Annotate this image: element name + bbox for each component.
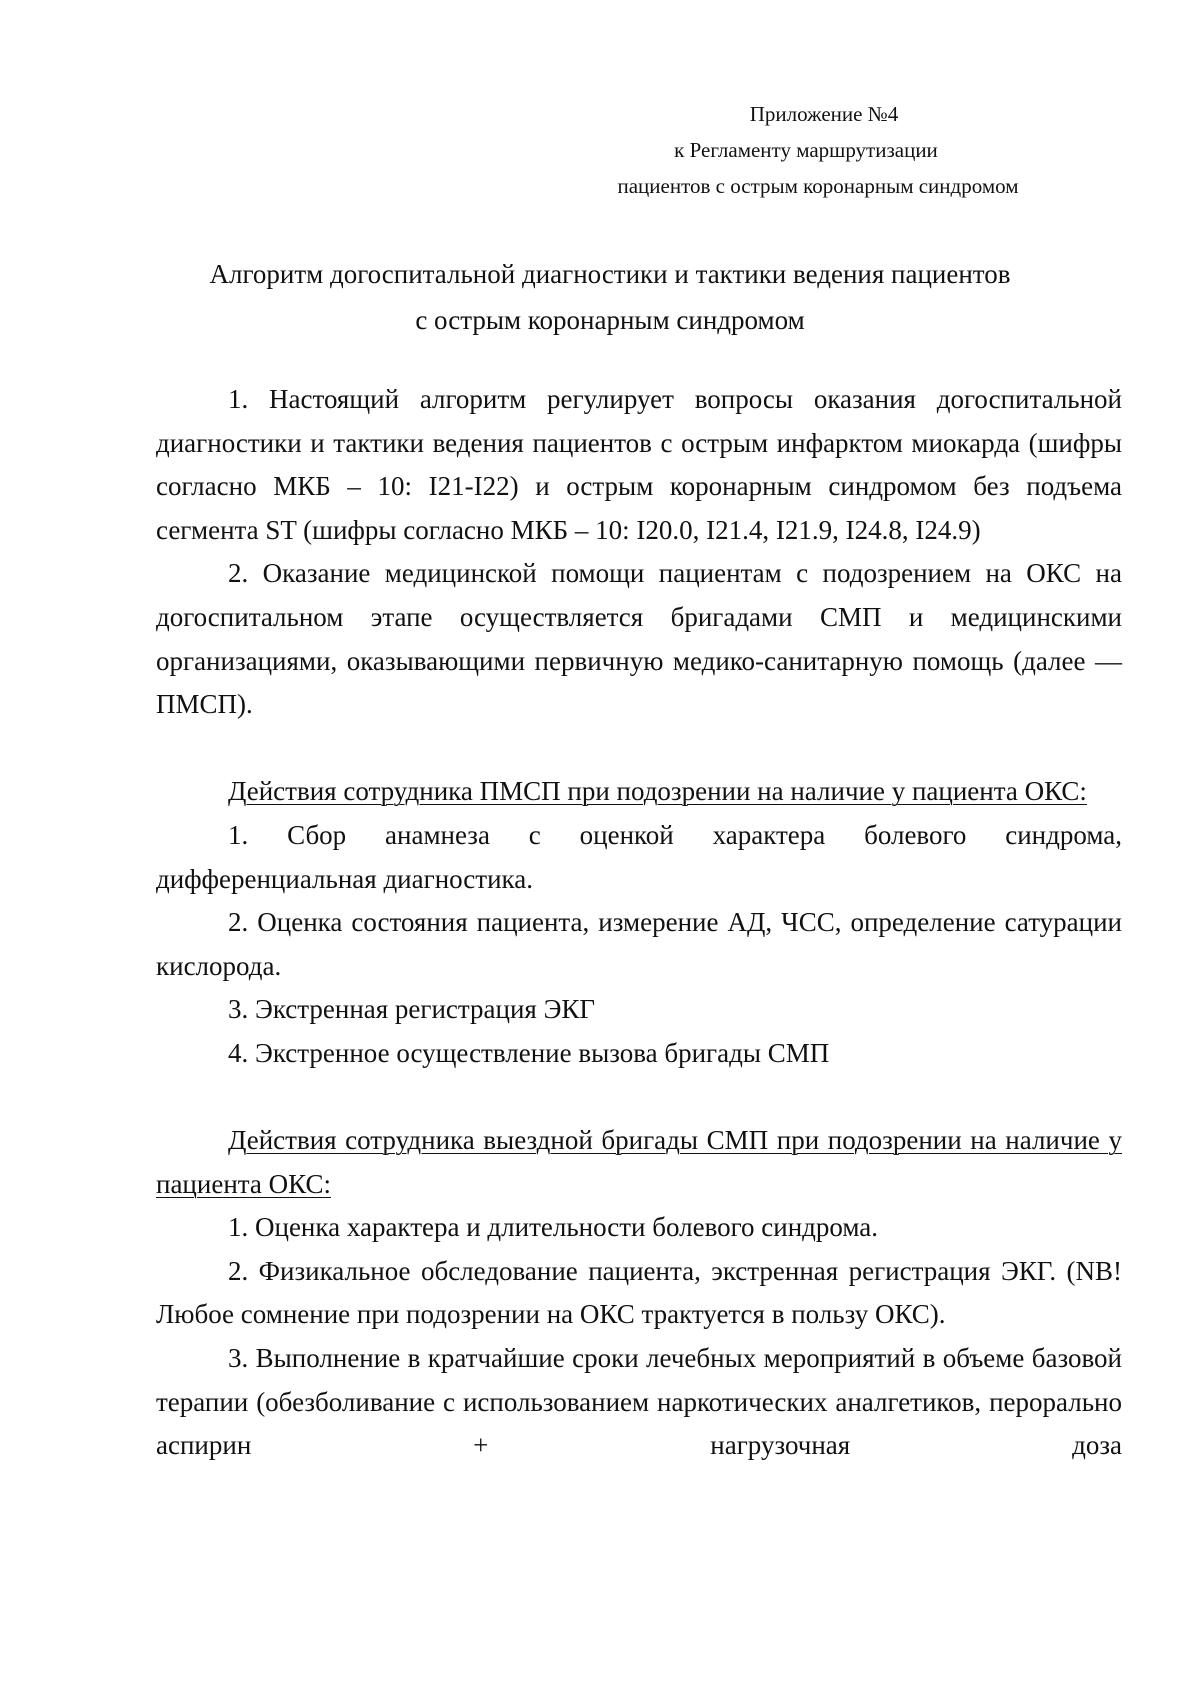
annex-subject: пациентов с острым коронарным синдромом <box>617 174 1019 198</box>
pmsp-step-2: 2. Оценка состояния пациента, измерение АД, ЧСС, определение сатурации кислорода. <box>156 907 1122 981</box>
annex-reference: к Регламенту маршрутизации <box>674 138 938 162</box>
intro-paragraph-1: 1. Настоящий алгоритм регулирует вопросы оказания догоспитальной диагностики и тактики ведения пациентов с острым инфарктом миокарда (шифры согласно МКБ – 10: I21-I22) и острым коронарным синдромом без подъема сегмента ST (шифры согласно МКБ – 10: I20.0, I21.4, I21.9, I24.8, I24.9) <box>156 384 1122 545</box>
smp-step-3: 3. Выполнение в кратчайшие сроки лечебных мероприятий в объеме базовой терапии (обезболивание с использованием наркотических аналгетиков, перорально аспирин + нагрузочная доза <box>156 1343 1122 1461</box>
annex-number: Приложение №4 <box>749 102 899 126</box>
pmsp-step-4: 4. Экстренное осуществление вызова бригады СМП <box>228 1037 830 1068</box>
document-title <box>150 251 1070 343</box>
annex-header <box>526 96 1086 204</box>
intro-paragraph-2: 2. Оказание медицинской помощи пациентам с подозрением на ОКС на догоспитальном этапе осуществляется бригадами СМП и медицинскими организациями, оказывающими первичную медико-санитарную помощь (далее — ПМСП). <box>156 558 1122 720</box>
smp-step-2: 2. Физикальное обследование пациента, экстренная регистрация ЭКГ. (NB! Любое сомнение при подозрении на ОКС трактуется в пользу ОКС). <box>156 1255 1122 1330</box>
section-heading-pmsp: Действия сотрудника ПМСП при подозрении на наличие у пациента ОКС: <box>228 776 1087 807</box>
smp-step-1: 1. Оценка характера и длительности болевого синдрома. <box>228 1212 879 1243</box>
pmsp-step-1: 1. Сбор анамнеза с оценкой характера болевого синдрома, дифференциальная диагностика. <box>156 819 1122 894</box>
section-spacer <box>156 1076 1122 1120</box>
document-title-line-1: Алгоритм догоспитальной диагностики и тактики ведения пациентов <box>209 259 1011 289</box>
document-title-line-2: с острым коронарным синдромом <box>415 305 805 335</box>
section-spacer <box>156 727 1122 771</box>
pmsp-step-3: 3. Экстренная регистрация ЭКГ <box>228 994 596 1025</box>
document-body <box>156 378 1122 1468</box>
section-heading-smp: Действия сотрудника выездной бригады СМП при подозрении на наличие у пациента ОКС: <box>156 1125 1122 1199</box>
